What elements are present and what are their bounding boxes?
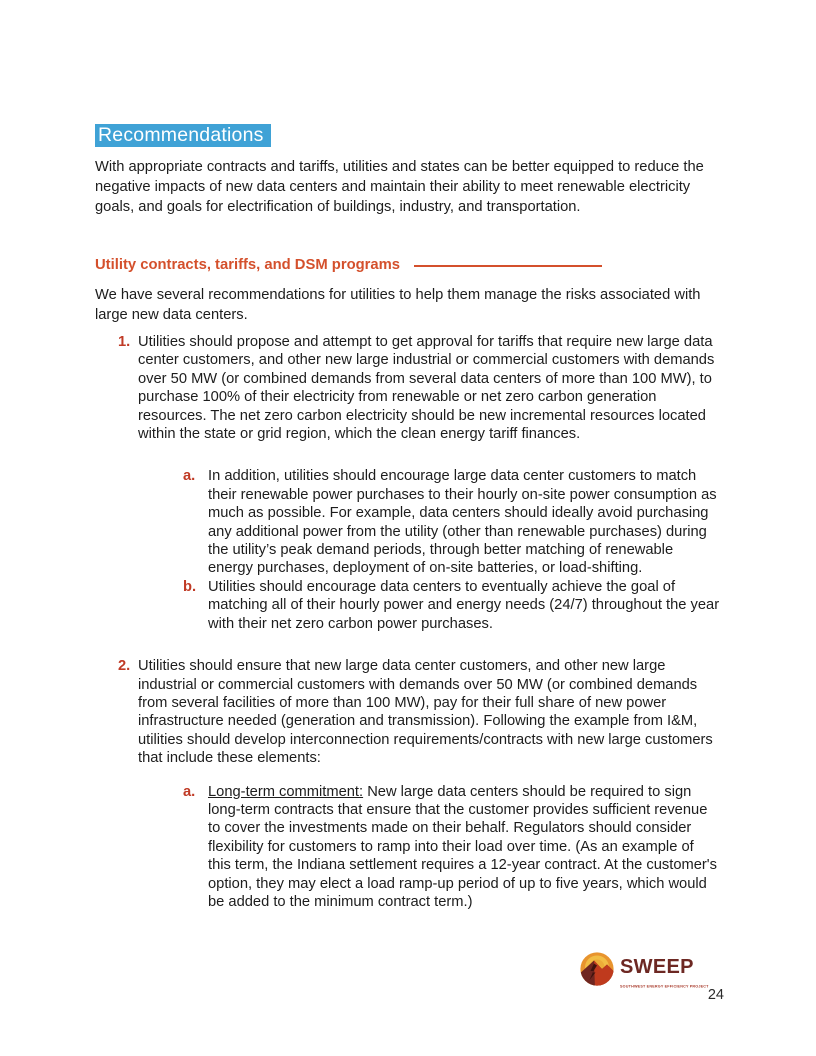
list-item-2-text: Utilities should ensure that new large data center customers, and other new large industrial or commercial customers with demands over 50 MW (or combined demands from several facilities of more than 100 MW), pay for their full share of new power infrastructure needed (generation and transmission). Following the example from I&M, utilities should develop interconnection requirements/contracts with new large customers that include these elements: xyxy=(138,658,713,767)
page-title xyxy=(95,123,720,148)
sublist-2-item-a-marker: a. xyxy=(183,783,196,800)
section-title: Utility contracts, tariffs, and DSM programs xyxy=(95,257,401,273)
list-item-2-body xyxy=(138,657,720,911)
list-item-2-marker: 2. xyxy=(118,658,131,675)
sweep-logo-icon xyxy=(580,952,614,986)
sublist-2-item-a-text xyxy=(208,783,720,912)
page-content xyxy=(95,0,720,911)
sweep-logo xyxy=(580,952,763,994)
sublist-1-item-a xyxy=(138,467,720,577)
sublist-1-item-b-marker: b. xyxy=(183,578,197,595)
sublist-1-item-b xyxy=(138,578,720,633)
sweep-logo-tagline: SOUTHWEST ENERGY EFFICIENCY PROJECT xyxy=(620,985,709,989)
sublist-1-item-b-text: Utilities should encourage data centers to eventually achieve the goal of matching all of their hourly power and energy needs (24/7) throughout the year with their net zero carbon power purchases. xyxy=(208,578,720,632)
sublist-1-item-a-marker: a. xyxy=(183,468,196,485)
sublist-2-item-a-body-text: New large data centers should be required to sign long-term contracts that ensure that the customer provides sufficient revenue to cover the investments made on their behalf. Regulators should consider flexibility for customers to ramp into their load over time. (As an example of this term, the Indiana settlement requires a 12-year contract. At the customer's option, they may elect a load ramp-up period of up to five years, which would be added to the minimum contract term.) xyxy=(208,783,717,910)
sublist-1 xyxy=(138,467,720,633)
list-item-1-text: Utilities should propose and attempt to get approval for tariffs that require new large data center customers, and other new large industrial or commercial customers with demands over 50 MW (or combined demands from several data centers of more than 100 MW), to purchase 100% of their electricity from renewable or net zero carbon generation resources. The net zero carbon electricity should be new incremental resources located within the state or grid region, which the clean energy tariff finances. xyxy=(138,334,715,443)
intro-paragraph: With appropriate contracts and tariffs, utilities and states can be better equipped to reduce the negative impacts of new data centers and maintain their ability to meet renewable electricity goals, and goals for electrification of buildings, industry, and transportation. xyxy=(95,159,704,215)
list-item-1-marker: 1. xyxy=(118,334,131,350)
sublist-2-item-a xyxy=(138,783,720,912)
numbered-list xyxy=(95,333,720,911)
page-title-highlight: Recommendations xyxy=(95,124,271,147)
list-item-1 xyxy=(95,333,720,633)
sweep-logo-name: SWEEP xyxy=(620,956,694,978)
section-intro-paragraph: We have several recommendations for utilities to help them manage the risks associated with large new data centers. xyxy=(95,287,701,323)
list-item-2 xyxy=(95,657,720,911)
sweep-logo-text xyxy=(620,956,763,994)
section-rule xyxy=(414,265,602,267)
section-heading xyxy=(95,256,720,274)
page-number: 24 xyxy=(707,987,724,1003)
sublist-1-item-a-text: In addition, utilities should encourage large data center customers to match their renewable power purchases to their hourly on-site power consumption as much as possible. For example, data centers should ideally avoid purchasing any additional power from the utility (other than renewable purchases) during the utility’s peak demand periods, through better matching of renewable energy purchases, deployment of on-site batteries, or load-shifting. xyxy=(208,468,717,577)
sublist-2-item-a-label: Long-term commitment: xyxy=(208,783,364,800)
list-item-1-body xyxy=(138,333,720,633)
sublist-2 xyxy=(138,783,720,912)
